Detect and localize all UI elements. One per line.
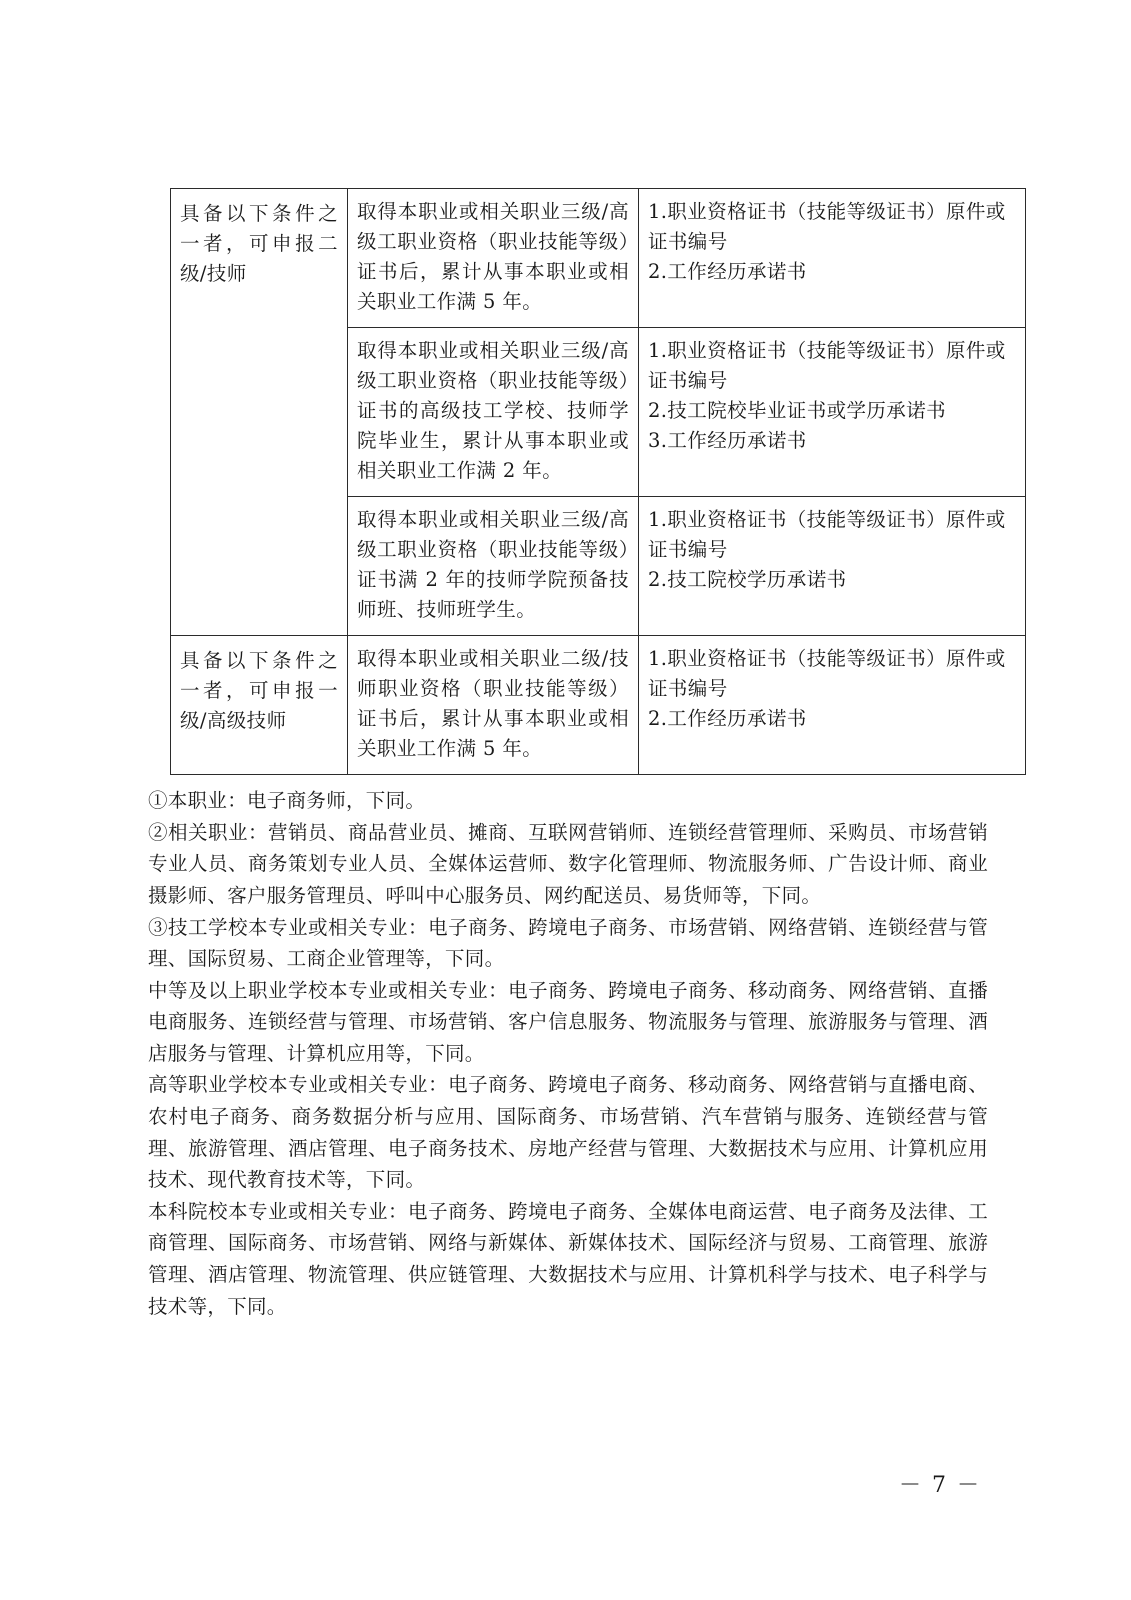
qualification-requirements-table	[170, 188, 1026, 775]
document-item: 3.工作经历承诺书	[648, 429, 807, 453]
document-item: 1.职业资格证书（技能等级证书）原件或证书编号	[648, 647, 1006, 701]
required-documents	[639, 636, 1026, 775]
document-item: 2.技工院校毕业证书或学历承诺书	[648, 399, 947, 423]
document-item: 2.工作经历承诺书	[648, 707, 807, 731]
condition-detail: 取得本职业或相关职业三级/高级工职业资格（职业技能等级）证书后，累计从事本职业或相关职业工作满 5 年。	[348, 189, 639, 328]
page-content	[148, 188, 1006, 1322]
table-row	[171, 636, 1026, 775]
condition-group-level1	[171, 636, 348, 775]
table-row	[171, 189, 1026, 328]
required-documents	[639, 189, 1026, 328]
condition-group-label: 具备以下条件之一者，可申报二级/技师	[180, 202, 338, 286]
condition-detail: 取得本职业或相关职业三级/高级工职业资格（职业技能等级）证书满 2 年的技师学院预备技师班、技师班学生。	[348, 497, 639, 636]
footnote-2: ②相关职业：营销员、商品营业员、摊商、互联网营销师、连锁经营管理师、采购员、市场营销专业人员、商务策划专业人员、全媒体运营师、数字化管理师、物流服务师、广告设计师、商业摄影师、客户服务管理员、呼叫中心服务员、网约配送员、易货师等，下同。	[148, 820, 988, 907]
page-number: － 7 －	[899, 1473, 981, 1498]
document-item: 2.工作经历承诺书	[648, 260, 807, 284]
condition-group-label: 具备以下条件之一者，可申报一级/高级技师	[180, 649, 338, 733]
footnote-6: 本科院校本专业或相关专业：电子商务、跨境电子商务、全媒体电商运营、电子商务及法律、工商管理、国际商务、市场营销、网络与新媒体、新媒体技术、国际经济与贸易、工商管理、旅游管理、酒店管理、物流管理、供应链管理、大数据技术与应用、计算机科学与技术、电子科学与技术等，下同。	[148, 1199, 988, 1318]
footnotes	[148, 785, 988, 1322]
document-item: 1.职业资格证书（技能等级证书）原件或证书编号	[648, 200, 1006, 254]
required-documents	[639, 328, 1026, 497]
document-item: 1.职业资格证书（技能等级证书）原件或证书编号	[648, 508, 1006, 562]
document-item: 1.职业资格证书（技能等级证书）原件或证书编号	[648, 339, 1006, 393]
footnote-5: 高等职业学校本专业或相关专业：电子商务、跨境电子商务、移动商务、网络营销与直播电商、农村电子商务、商务数据分析与应用、国际商务、市场营销、汽车营销与服务、连锁经营与管理、旅游管理、酒店管理、电子商务技术、房地产经营与管理、大数据技术与应用、计算机应用技术、现代教育技术等，下同。	[148, 1073, 988, 1192]
footnote-1: ①本职业：电子商务师，下同。	[148, 789, 426, 813]
condition-detail: 取得本职业或相关职业二级/技师职业资格（职业技能等级）证书后，累计从事本职业或相关职业工作满 5 年。	[348, 636, 639, 775]
footnote-4: 中等及以上职业学校本专业或相关专业：电子商务、跨境电子商务、移动商务、网络营销、直播电商服务、连锁经营与管理、市场营销、客户信息服务、物流服务与管理、旅游服务与管理、酒店服务与管理、计算机应用等，下同。	[148, 978, 988, 1065]
footnote-3: ③技工学校本专业或相关专业：电子商务、跨境电子商务、市场营销、网络营销、连锁经营与管理、国际贸易、工商企业管理等，下同。	[148, 915, 988, 971]
condition-group-level2	[171, 189, 348, 636]
condition-detail: 取得本职业或相关职业三级/高级工职业资格（职业技能等级）证书的高级技工学校、技师学院毕业生，累计从事本职业或相关职业工作满 2 年。	[348, 328, 639, 497]
document-item: 2.技工院校学历承诺书	[648, 568, 847, 592]
required-documents	[639, 497, 1026, 636]
